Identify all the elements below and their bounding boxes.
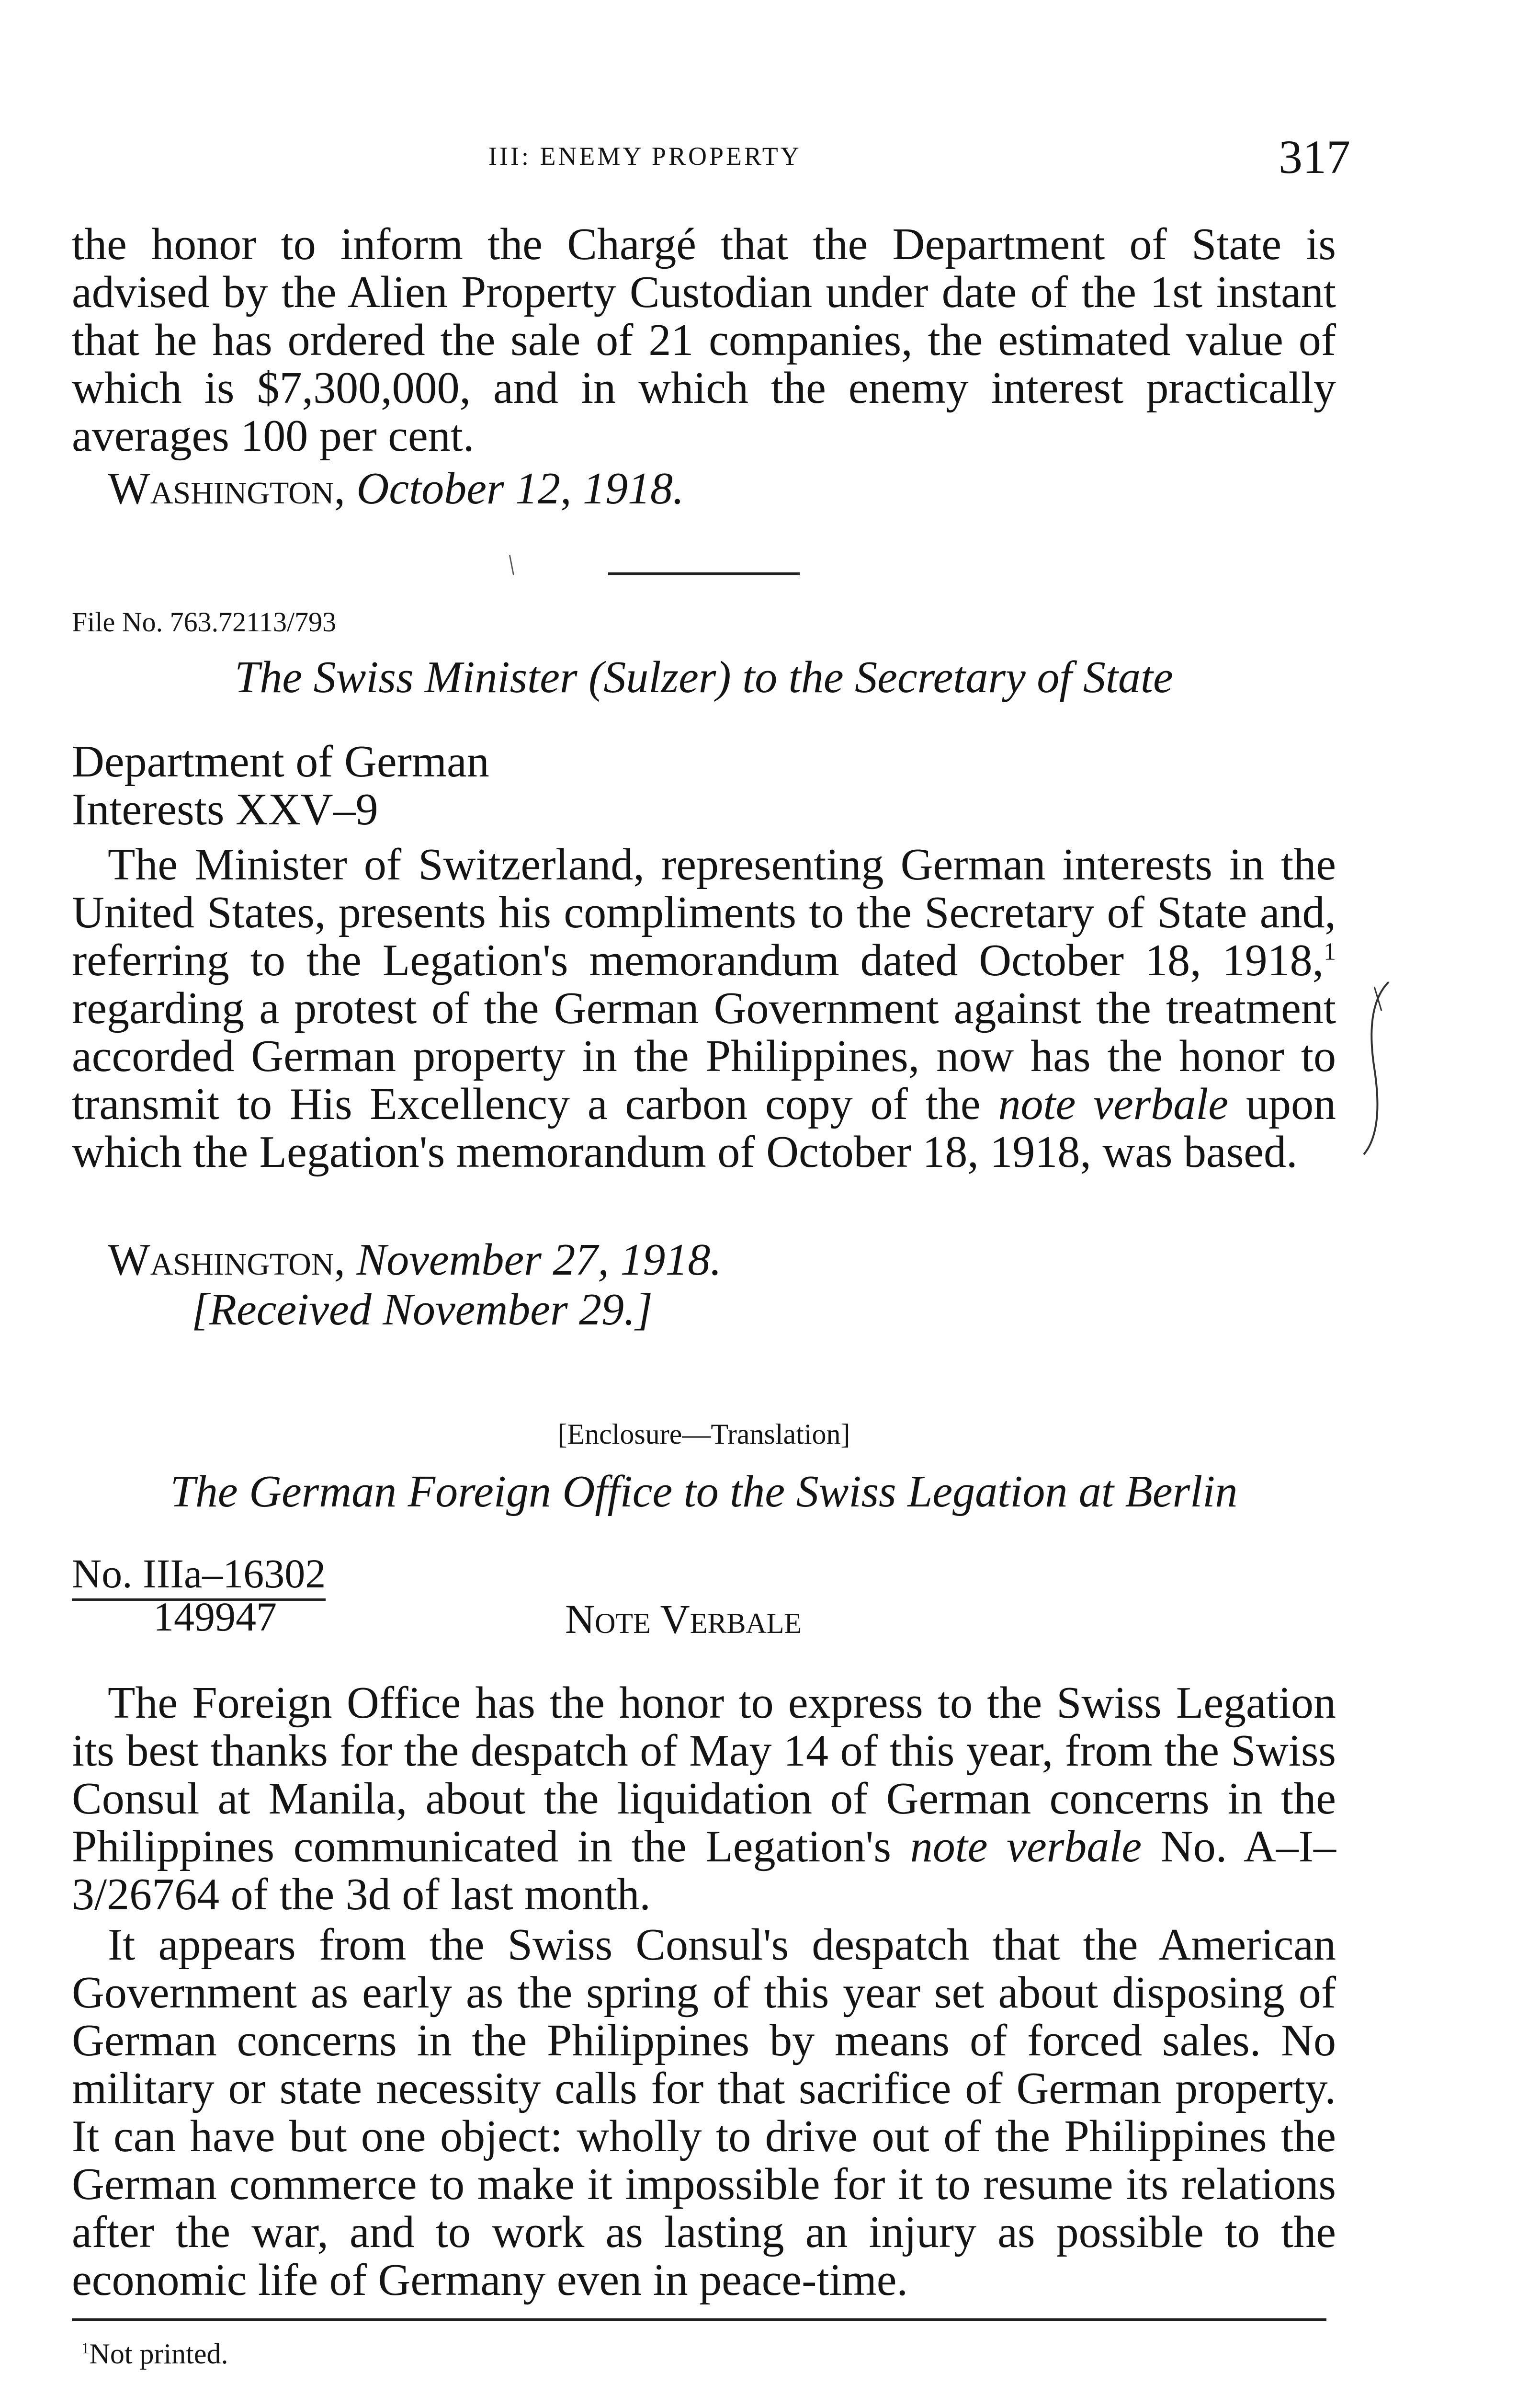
dateline-2: Washington, November 27, 1918. (108, 1235, 722, 1285)
note-verbale-heading: Note Verbale (565, 1596, 802, 1642)
running-header: III: ENEMY PROPERTY (488, 142, 802, 171)
received-note: [Received November 29.] (192, 1285, 653, 1334)
footnote-divider (72, 2318, 1326, 2321)
page-number: 317 (1279, 130, 1350, 183)
file-number: File No. 763.72113/793 (72, 606, 337, 638)
footnote (81, 2338, 228, 2371)
foreign-office-paragraph-1: The Foreign Office has the honor to express to the Swiss Legation its best thanks for the despatch of May 14 of this year, from the Swiss Consul at Manila, about the liquidation of German concerns in the Philippines communicated in the Legation's note verbale No. A–I–3/26764 of the 3d of last month. (72, 1678, 1336, 1919)
stray-mark: / (500, 549, 523, 581)
department-reference (72, 738, 489, 833)
department-line-1: Department of German (72, 737, 489, 787)
dateline-date: October 12, 1918. (356, 464, 684, 513)
dateline-date: November 27, 1918. (356, 1235, 722, 1285)
footnote-text: Not printed. (89, 2338, 228, 2370)
continuation-paragraph: the honor to inform the Chargé that the Department of State is advised by the Alien Property Custodian under date of the 1st instant that he has ordered the sale of 21 companies, the estimated value of which is $7,300,000, and in which the enemy interest practically averages 100 per cent. (72, 219, 1336, 461)
dateline-place: Washington (108, 1235, 334, 1285)
margin-bracket-mark (1360, 977, 1393, 1159)
enclosure-label: [Enclosure—Translation] (557, 1418, 850, 1450)
dateline-place: Washington (108, 464, 334, 513)
foreign-office-paragraph-2: It appears from the Swiss Consul's despatch that the American Government as early as the spring of this year set about disposing of German concerns in the Philippines by means of forced sales. No military or state necessity calls for that sacrifice of German property. It can have but one object: wholly to drive out of the Philippines the German commerce to make it impossible for it to resume its relations after the war, and to work as lasting an injury as possible to the economic life of Germany even in peace-time. (72, 1920, 1336, 2305)
reference-number: No. IIIa–16302 (72, 1550, 326, 1601)
dateline-1: Washington, October 12, 1918. (108, 464, 684, 513)
reference-subnumber: 149947 (153, 1594, 277, 1640)
section-divider (608, 572, 800, 575)
department-line-2: Interests XXV–9 (72, 785, 378, 834)
minister-paragraph: The Minister of Switzerland, representing German interests in the United States, presents his compliments to the Secretary of State and, referring to the Legation's memorandum dated October 18, 1918,$^1$ regarding a protest of the German Government against the treatment accorded German property in the Philippines, now has the honor to transmit to His Excellency a carbon copy of the note verbale upon which the Legation's memorandum of October 18, 1918, was based. (72, 840, 1336, 1177)
enclosure-title: The German Foreign Office to the Swiss Legation at Berlin (170, 1467, 1238, 1517)
document-title: The Swiss Minister (Sulzer) to the Secretary of State (235, 652, 1173, 702)
footnote-reference: 1 (1324, 938, 1336, 966)
footnote-marker: 1 (81, 2340, 90, 2357)
